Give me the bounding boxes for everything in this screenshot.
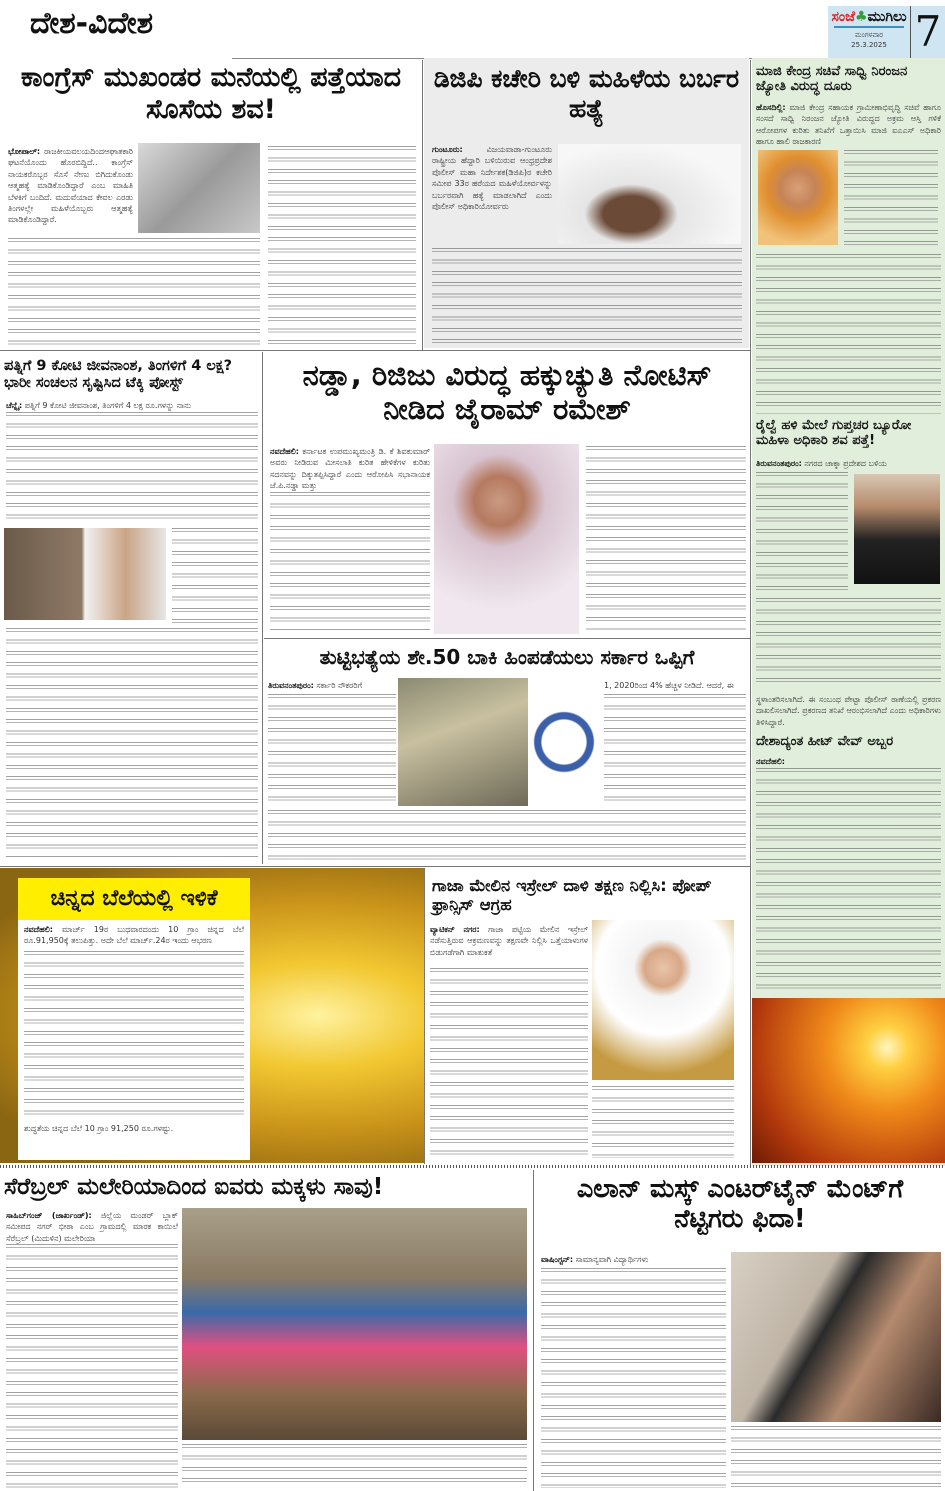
dateline: ವಾಷಿಂಗ್ಟನ್: (541, 1255, 574, 1264)
article-congress (0, 58, 422, 348)
article-lead (756, 756, 941, 767)
headline: ಸೆರೆಬ್ರಲ್ ಮಲೇರಿಯಾದಿಂದ ಐವರು ಮಕ್ಕಳು ಸಾವು! (4, 1174, 384, 1200)
text-column (432, 248, 742, 343)
photo-jairam-ramesh (434, 444, 579, 634)
photo-elon-musk (731, 1252, 941, 1422)
gold-text-panel (18, 920, 250, 1160)
headline: ನಡ್ಡಾ, ರಿಜಿಜು ವಿರುದ್ಧ ಹಕ್ಕುಚ್ಯುತಿ ನೋಟಿಸ್ ನೀಡಿದ ಜೈರಾಮ್ ರಮೇಶ್ (302, 358, 712, 427)
masthead (828, 6, 945, 58)
divider (262, 352, 263, 864)
text-column (756, 768, 941, 993)
divider (0, 1165, 945, 1168)
article-body: ಗಾಜಾ ಪಟ್ಟಿಯ ಮೇಲಿನ ಇಸ್ರೇಲ್ ನಡೆಸುತ್ತಿರುವ ಆಕ್ರಮಣವನ್ನು ತಕ್ಷಣವೇ ನಿಲ್ಲಿಸಿ ಒತ್ತೆಯಾಳುಗಳ ಬಿಡುಗಡೆಗಾಗಿ ಮಾತುಕತೆ (430, 925, 589, 957)
headline: ಎಲಾನ್ ಮಸ್ಕ್ ಎಂಟರ್‌ಟೈನ್ ಮೆಂಟ್‌ಗೆ ನೆಟ್ಟಿಗರು ಫಿದಾ! (576, 1174, 904, 1235)
article-lead (270, 446, 430, 492)
article-lead (6, 400, 258, 411)
brand-name: ಮುಗಿಲು (867, 9, 907, 25)
article-lead (430, 924, 588, 958)
palm-icon: ♣ (855, 9, 868, 25)
divider (422, 60, 423, 350)
article-jairam (264, 352, 750, 637)
headline: ಚಿನ್ನದ ಬೆಲೆಯಲ್ಲಿ ಇಳಿಕೆ (18, 878, 250, 920)
text-column (756, 254, 941, 414)
article-lead (6, 1210, 178, 1244)
masthead-rule (834, 26, 904, 28)
masthead-date: 25.3.2025 (851, 41, 887, 49)
article-body: ಪತ್ನಿಗೆ 9 ಕೋಟಿ ಜೀವನಾಂಶ, ತಿಂಗಳಿಗೆ 4 ಲಕ್ಷ ರೂ.ಗಳನ್ನು ನಾನು (24, 401, 191, 410)
article-body: ಸರ್ಕಾರಿ ನೌಕರರಿಗೆ (316, 681, 363, 690)
text-column (182, 1444, 527, 1488)
article-body: ನಗರದ ಚಾಕ್ಕಾ ಪ್ರದೇಶದ ಬಳಿಯ (804, 459, 887, 468)
article-body: ರಾಜಕೀಯವಲಯದಿಂದಆಘಾತಕಾರಿ ಘಟನೆಯೊಂದು ಹೊರಬಿದ್ದಿದೆ.. ಕಾಂಗ್ರೆಸ್ ನಾಯಕರೊಬ್ಬರ ಸೊಸೆ ನೇಣು ಬಿಗಿದುಕೊಂಡು ಆತ್ಮಹತ್ಯೆ ಮಾಡಿಕೊಂಡಿದ್ದಾರೆ ಎಂಬ ಮಾಹಿತಿ ಬೆಳಕಿಗೆ ಬಂದಿದೆ. ಮದುವೆಯಾದ ಕೇವಲ ಎರಡು ತಿಂಗಳಲ್ಲೇ ಮಹಿಳೆಯೊಬ್ಬರು ಆತ್ಮಹತ್ಯೆ ಮಾಡಿಕೊಂಡಿದ್ದಾರೆ. (8, 147, 133, 225)
article-lead (756, 102, 941, 148)
brand-logo (831, 9, 906, 25)
article-lead (756, 458, 941, 469)
photo-currency (398, 678, 528, 806)
text-column (6, 628, 258, 858)
headline: ಡಿಜಿಪಿ ಕಚೇರಿ ಬಳಿ ಮಹಿಳೆಯ ಬರ್ಬರ ಹತ್ಯೆ (433, 64, 740, 123)
divider (0, 866, 750, 867)
article-body: ಕರ್ನಾಟಕ ಉಪಮುಖ್ಯಮಂತ್ರಿ ಡಿ. ಕೆ ಶಿವಕುಮಾರ್ ಅವರು ನೀಡಿರುವ ಮೀಸಲಾತಿ ಕುರಿತ ಹೇಳಿಕೆಗಳ ಕುರಿತು ಸದನವನ್ನು ದಿಕ್ಕುತಪ್ಪಿಸಿದ್ದಾರೆ ಎಂದು ಆರೋಪಿಸಿ ಸಭಾನಾಯಕ ಜೆ.ಪಿ.ನಡ್ಡಾ ಮತ್ತು (270, 447, 430, 491)
headline: ಕಾಂಗ್ರೆಸ್ ಮುಖಂಡರ ಮನೆಯಲ್ಲಿ ಪತ್ತೆಯಾದ ಸೊಸೆಯ ಶವ! (20, 62, 402, 125)
article-gold (0, 868, 424, 1163)
photo-sad-woman (138, 143, 260, 233)
headline-sadhvi: ಮಾಜಿ ಕೇಂದ್ರ ಸಚಿವೆ ಸಾಧ್ವಿ ನಿರಂಜನ ಜ್ಯೋತಿ ವಿರುದ್ಧ ದೂರು (756, 64, 908, 95)
text-column (268, 694, 396, 804)
article-musk (535, 1170, 945, 1491)
dateline: ಭೋಪಾಲ್: (8, 147, 41, 156)
article-body: ಮಾರ್ಚ್ 19ರ ಬುಧವಾರದಂದು 10 ಗ್ರಾಂ ಚಿನ್ನದ ಬೆಲೆ ರೂ.91,950ಕ್ಕೆ ತಲುಪಿತ್ತು. ಅದೇ ಬೆಲೆ ಮಾರ್ಚ್.24ರ ಇಂದು ಆಭರಣ (24, 925, 244, 946)
headline: ಪತ್ನಿಗೆ 9 ಕೋಟಿ ಜೀವನಾಂಶ, ತಿಂಗಳಿಗೆ 4 ಲಕ್ಷ? ಭಾರೀ ಸಂಚಲನ ಸೃಷ್ಟಿಸಿದ ಟೆಕ್ಕಿ ಪೋಸ್ಟ್ (4, 358, 233, 392)
dateline: ನವದೆಹಲಿ: (24, 925, 53, 934)
article-body: ಮಾಜಿ ಕೇಂದ್ರ ಸಹಾಯಕ ಗ್ರಾಮೀಣಾಭಿವೃದ್ಧಿ ಸಚಿವೆ ಹಾಗೂ ಸಂಸದೆ ಸಾಧ್ವಿ ನಿರಂಜನ ಜ್ಯೋತಿ ವಿರುದ್ಧದ ಅಕ್ರಮ ಆಸ್ತಿ ಗಳಿಕೆ ಆರೋಪಗಳ ಕುರಿತು ತನಿಖೆಗೆ ಒತ್ತಾಯಿಸಿ ಮಾಜಿ ಐಎಎಸ್ ಅಧಿಕಾರಿ ಹಾಗೂ ಹಾಲಿ ರಾಜಕಾರಣಿ (756, 103, 941, 147)
text-column (6, 412, 258, 522)
text-column (270, 492, 430, 632)
divider (424, 868, 425, 1164)
text-column (604, 694, 746, 804)
section-title: ದೇಶ-ವಿದೇಶ (30, 6, 154, 41)
divider (533, 1170, 534, 1491)
brand-name-red: ಸಂಜೆ (831, 9, 856, 25)
dateline: ತಿರುವನಂತಪುರಂ: (268, 681, 314, 690)
photo-sadhvi (758, 150, 838, 245)
article-techie (0, 352, 262, 862)
masthead-day: ಮಂಗಳವಾರ (854, 31, 883, 39)
photo-malaria-camp (182, 1208, 527, 1440)
headline-heatwave: ದೇಶಾದ್ಯಂತ ಹೀಟ್ ವೇವ್ ಅಬ್ಬರ (756, 734, 894, 749)
text-column (268, 810, 746, 860)
page-number: 7 (910, 6, 945, 58)
photo-pope-francis (592, 920, 734, 1080)
dateline: ನವದೆಹಲಿ: (756, 757, 785, 766)
dateline: ಚೆನ್ನೈ: (6, 401, 23, 410)
photo-body-hand (558, 144, 741, 244)
article-right-lead: 1, 2020ರಿಂದ 4% ಹೆಚ್ಚಳ ನೀಡಿದೆ. ಆದರೆ, ಈ (604, 681, 734, 690)
divider (750, 60, 751, 1166)
article-lead (432, 144, 552, 212)
text-column (541, 1268, 726, 1488)
article-closing: ಶುದ್ಧತೆಯ ಚಿನ್ನದ ಬೆಲೆ 10 ಗ್ರಾಂ 91,250 ರೂ.ಗಳಷ್ಟು. (24, 1123, 174, 1133)
headline-railway: ರೈಲ್ವೆ ಹಳಿ ಮೇಲೆ ಗುಪ್ತಚರ ಬ್ಯೂರೋ ಮಹಿಳಾ ಅಧಿಕಾರಿ ಶವ ಪತ್ತೆ! (756, 418, 912, 449)
article-lead (8, 146, 133, 226)
text-column (430, 968, 588, 1158)
text-column (844, 150, 938, 250)
text-column (8, 238, 260, 348)
text-column (756, 472, 848, 592)
article-lead (268, 680, 396, 691)
headline: ತುಟ್ಟಿಭತ್ಯೆಯ ಶೇ.50 ಬಾಕಿ ಹಿಂಪಡೆಯಲು ಸರ್ಕಾರ ಒಪ್ಪಿಗೆ (319, 645, 695, 669)
dateline: ಗುಂಟೂರು: (432, 145, 463, 154)
dateline: ನವದೆಹಲಿ: (270, 447, 299, 456)
article-pope (426, 868, 750, 1163)
epfo-logo (529, 678, 599, 806)
dateline: ಹೊಸದಿಲ್ಲಿ: (756, 103, 786, 112)
article-dgp (424, 58, 749, 348)
right-column (752, 58, 945, 1166)
article-lead (18, 920, 250, 951)
divider (264, 638, 750, 639)
article-body: ಸಾಮಾನ್ಯವಾಗಿ ವಿದ್ಯಾರ್ಥಿಗಳು (575, 1255, 649, 1264)
text-column (268, 146, 416, 346)
article-arrears (264, 640, 750, 865)
photo-heat-thermometer (752, 998, 945, 1163)
photo-couple (4, 528, 166, 620)
dateline: ವ್ಯಾಟಿಕನ್ ನಗರ: (430, 925, 480, 934)
text-column (24, 951, 244, 1121)
article-tail: ಸ್ಥಳಾಂತರಿಸಲಾಗಿದೆ. ಈ ಸಂಬಂಧ ಪೇಟ್ಟಾ ಪೊಲೀಸ್ ಠಾಣೆಯಲ್ಲಿ ಪ್ರಕರಣ ದಾಖಲಿಸಲಾಗಿದೆ. ಪ್ರಕರಣದ ತನಿಖೆ ಆರಂಭಿಸಲಾಗಿದೆ ಎಂದು ಅಧಿಕಾರಿಗಳು ತಿಳಿಸಿದ್ದಾರೆ. (756, 695, 941, 727)
text-column (6, 1244, 178, 1488)
dateline: ಸಾಹಿಬ್‌ಗಂಜ್ (ಜಾರ್ಖಂಡ್): (6, 1211, 92, 1220)
text-column (172, 528, 258, 623)
dateline: ತಿರುವನಂತಪುರಂ: (756, 459, 802, 468)
text-column (586, 446, 746, 631)
article-body: ವಿಜಯವಾಡಾ-ಗುಂಟೂರು ರಾಷ್ಟ್ರೀಯ ಹೆದ್ದಾರಿ ಬಳಿಯಿರುವ ಆಂಧ್ರಪ್ರದೇಶ ಪೊಲೀಸ್ ಮಹಾ ನಿರ್ದೇಶಕ(ಡಿಜಿಪಿ)ರ ಕಚೇರಿ ಸಮೀಪ 33ರ ಹರೆಯದ ಮಹಿಳೆಯೋರ್ವಳನ್ನು ಬರ್ಬರವಾಗಿ ಹತ್ಯೆ ಮಾಡಲಾಗಿದೆ ಎಂದು ಪೊಲೀಸ್ ಅಧಿಕಾರಿಯೋರ್ವರು (432, 145, 552, 212)
text-column (756, 598, 941, 688)
article-body: ಜಿಲ್ಲೆಯ ಮಂಡರ್ ಬ್ಲಾಕ್ ಸಮೀಪದ ನಗರ್ ಭೀಠಾ ಎಂಬ ಗ್ರಾಮದಲ್ಲಿ ಮಾರಕ ಕಾಯಿಲೆ ಸೆರೆಬ್ರಲ್ (ಮಿದುಳಿನ) ಮಲೇರಿಯಾ (6, 1211, 178, 1243)
divider (0, 350, 750, 351)
text-column (592, 1086, 734, 1158)
text-column (731, 1426, 941, 1488)
photo-officer (854, 474, 940, 584)
article-lead (541, 1254, 726, 1265)
headline: ಗಾಜಾ ಮೇಲಿನ ಇಸ್ರೇಲ್ ದಾಳಿ ತಕ್ಷಣ ನಿಲ್ಲಿಸಿ: ಪೋಪ್ ಫ್ರಾನ್ಸಿಸ್ ಆಗ್ರಹ (432, 876, 712, 915)
article-malaria (0, 1170, 530, 1491)
